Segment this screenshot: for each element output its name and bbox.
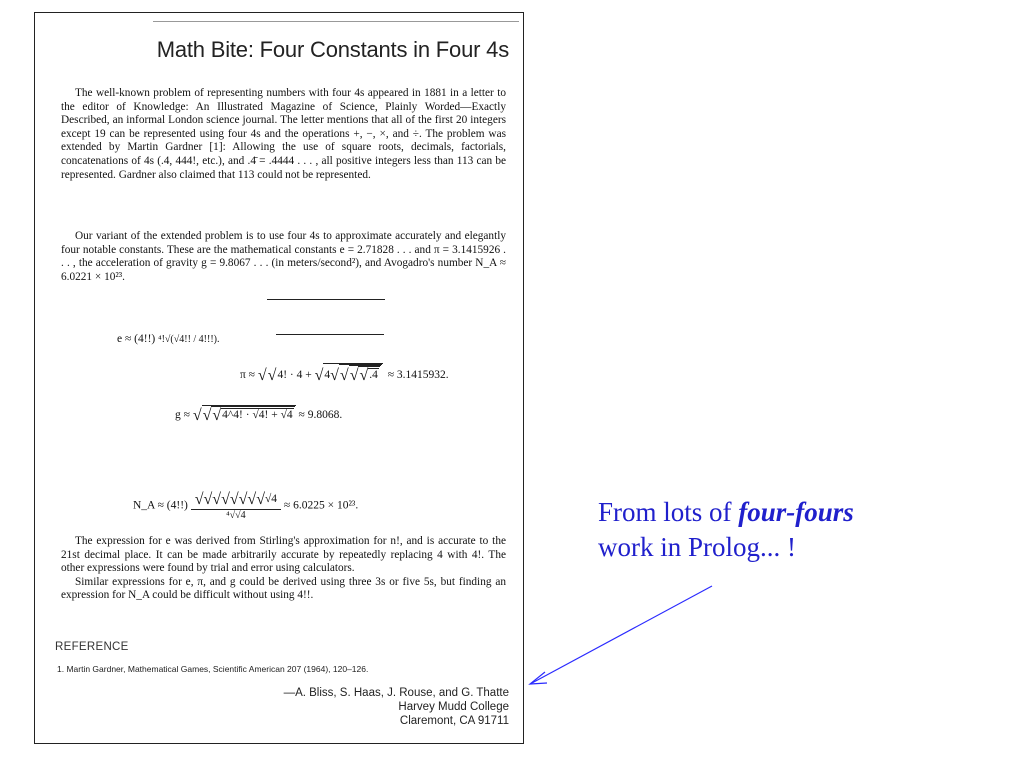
sqrt-icon: √ bbox=[267, 367, 277, 384]
equation-na bbox=[133, 491, 358, 521]
eq-e-right: ⁴!√(√4!! / 4!!!). bbox=[158, 334, 220, 345]
signature-block bbox=[284, 686, 509, 728]
eq-n-num: √4 bbox=[264, 493, 278, 505]
sqrt-icon: √√√√√√√√ bbox=[194, 491, 265, 508]
sqrt-icon: √ bbox=[314, 367, 324, 384]
g-root-3 bbox=[221, 408, 294, 421]
equation-pi bbox=[240, 333, 449, 385]
eq-g-inner: 4^4! · √4! + √4 bbox=[222, 409, 293, 421]
na-fraction bbox=[191, 491, 281, 521]
eq-g-left: g ≈ bbox=[175, 409, 190, 421]
annotation-line-2: work in Prolog... ! bbox=[598, 532, 796, 562]
pi-root-5 bbox=[349, 365, 381, 385]
sig-authors: —A. Bliss, S. Haas, J. Rouse, and G. Thatte bbox=[283, 687, 509, 699]
eq-n-left: N_A ≈ (4!!) bbox=[133, 499, 188, 512]
arrow-head bbox=[530, 672, 547, 684]
sig-city: Claremont, CA 91711 bbox=[399, 715, 509, 727]
pi-root-3 bbox=[323, 363, 383, 385]
paragraph-3 bbox=[61, 535, 506, 603]
sqrt-icon: √ bbox=[349, 367, 359, 384]
eq-pi-left: π ≈ bbox=[240, 369, 255, 381]
sqrt-icon: √ bbox=[339, 367, 349, 384]
na-denominator: ⁴√√4 bbox=[226, 510, 246, 521]
na-numerator bbox=[191, 491, 281, 510]
article-page bbox=[34, 12, 524, 744]
pi-root-6 bbox=[358, 366, 379, 385]
reference-1: 1. Martin Gardner, Mathematical Games, Scientific American 207 (1964), 120–126. bbox=[57, 664, 369, 674]
g-root-1 bbox=[202, 405, 296, 425]
paragraph-2 bbox=[61, 230, 506, 284]
equation-g bbox=[175, 405, 342, 425]
top-rule bbox=[153, 21, 519, 22]
annotation-line-1 bbox=[598, 495, 854, 530]
sqrt-icon: √ bbox=[359, 367, 369, 384]
pi-root-4 bbox=[339, 364, 382, 385]
eq-pi-inner2: 4 bbox=[324, 369, 331, 381]
paragraph-2-text: Our variant of the extended problem is to use four 4s to approximate accurately and elegantly four notable constants. These are the mathematical constants e = 2.71828 . . . and π = 3.1415926 . . . , the acceleration of gravity g = 9.8067 . . . (in meters/second²), and Avogadro's number N_A ≈ 6.0221 × 10²³. bbox=[61, 230, 506, 283]
annotation-note bbox=[598, 495, 854, 565]
annotation-prefix: From lots of bbox=[598, 497, 739, 527]
paragraph-4-text: Similar expressions for e, π, and g could be derived using three 3s or five 5s, but finding an expression for N_A could be difficult without using 4!!. bbox=[61, 575, 506, 602]
eq-pi-right: ≈ 3.1415932. bbox=[387, 369, 449, 381]
annotation-emphasis: four-fours bbox=[738, 497, 854, 527]
paragraph-1-text: The well-known problem of representing numbers with four 4s appeared in 1881 in a letter to the editor of Knowledge: An Illustrated Magazine of Science, Plainly Worded—Exactly Described, an informal London science journal. The letter mentions that all of the first 20 integers except 19 can be represented using four 4s and the operations +, −, ×, and ÷. The problem was extended by Martin Gardner [1]: Allowing the use of square roots, decimals, factorials, concatenations of 4s (.4, 444!, etc.), and .4̄ = .4444 . . . , all positive integers less than 113 can be represented. Gardner also claimed that 113 could not be represented. bbox=[61, 87, 506, 181]
sig-college: Harvey Mudd College bbox=[398, 701, 509, 713]
eq-n-right: ≈ 6.0225 × 10²³. bbox=[283, 499, 359, 512]
eq-pi-deep: .4 bbox=[369, 369, 378, 381]
sqrt-icon: √ bbox=[212, 407, 222, 424]
article-title: Math Bite: Four Constants in Four 4s bbox=[156, 37, 509, 62]
equation-e bbox=[117, 333, 220, 345]
pi-root-7 bbox=[368, 368, 379, 381]
paragraph-3-text: The expression for e was derived from Stirling's approximation for n!, and is accurate to the 21st decimal place. It can be made arbitrarily accurate by repeatedly replacing 4 with 4!. The other expressions were found by trial and error using calculators. bbox=[61, 535, 506, 575]
sqrt-icon: √ bbox=[192, 407, 202, 424]
sqrt-icon: √ bbox=[330, 367, 339, 384]
paragraph-1 bbox=[61, 87, 506, 182]
sqrt-icon: √ bbox=[202, 407, 212, 424]
reference-heading: REFERENCE bbox=[55, 641, 129, 653]
eq-e-left: e ≈ (4!!) bbox=[117, 333, 156, 345]
g-root-2 bbox=[211, 406, 294, 425]
sqrt-icon: √ bbox=[257, 367, 267, 384]
eq-g-right: ≈ 9.8068. bbox=[298, 409, 343, 421]
eq-pi-inner: 4! · 4 + bbox=[277, 369, 312, 381]
arrow-line bbox=[532, 586, 712, 683]
pi-root-2 bbox=[276, 334, 383, 385]
pi-outer-root bbox=[267, 299, 385, 385]
